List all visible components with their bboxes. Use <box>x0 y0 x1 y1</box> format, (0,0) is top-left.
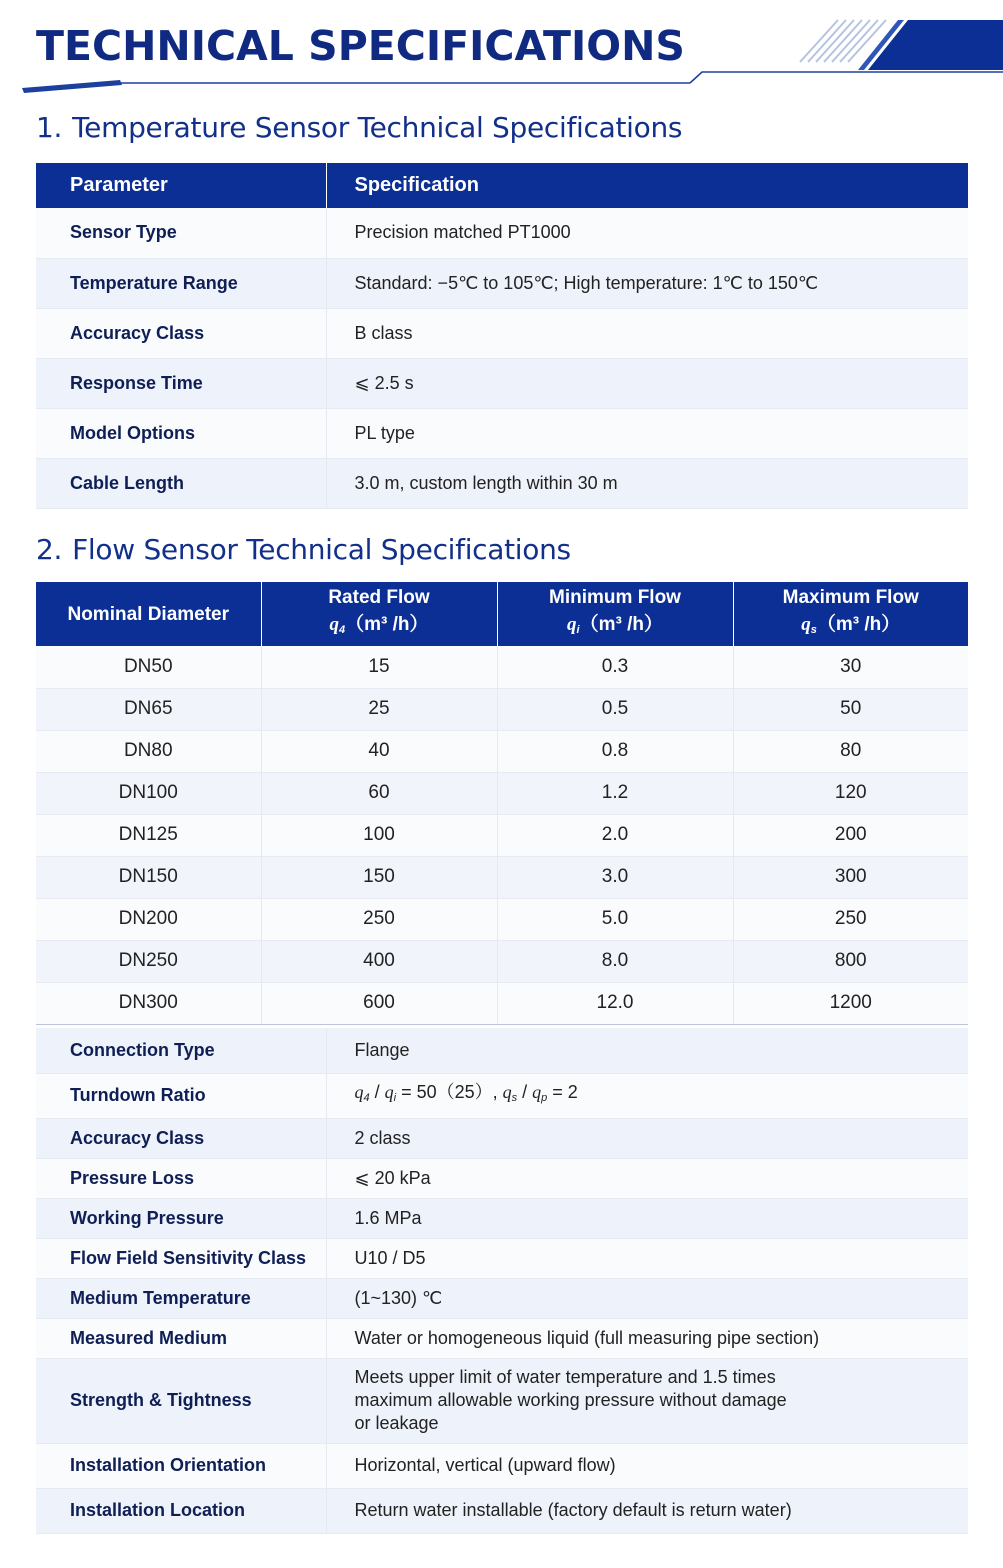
column-header-maximum-flow <box>733 582 968 646</box>
rated-flow-unit-line <box>262 611 497 644</box>
symbol: q <box>801 614 811 635</box>
table-header-row <box>36 582 968 646</box>
minimum-flow-cell: 0.5 <box>497 688 733 730</box>
text-fragment: = 2 <box>547 1082 578 1102</box>
diameter-cell: DN100 <box>36 772 261 814</box>
section-number: 2. <box>36 533 63 566</box>
minimum-flow-cell: 2.0 <box>497 814 733 856</box>
value-cell: 3.0 m, custom length within 30 m <box>326 458 968 508</box>
minimum-flow-cell: 5.0 <box>497 898 733 940</box>
table-row <box>36 1118 968 1158</box>
value-cell: Water or homogeneous liquid (full measuring pipe section) <box>326 1318 968 1358</box>
subscript: s <box>810 624 817 636</box>
table-row <box>36 1488 968 1533</box>
param-cell: Installation Orientation <box>36 1443 326 1488</box>
table-row <box>36 458 968 508</box>
param-cell: Flow Field Sensitivity Class <box>36 1238 326 1278</box>
maximum-flow-unit-line <box>734 611 969 644</box>
table-row <box>36 308 968 358</box>
column-header-nominal-diameter: Nominal Diameter <box>36 582 261 646</box>
minimum-flow-unit-line <box>498 611 733 644</box>
value-cell: Flange <box>326 1028 968 1073</box>
maximum-flow-cell: 200 <box>733 814 968 856</box>
table-row <box>36 1158 968 1198</box>
diameter-cell: DN80 <box>36 730 261 772</box>
value-cell-turndown-ratio <box>326 1073 968 1118</box>
table-row <box>36 1443 968 1488</box>
value-line: Meets upper limit of water temperature and 1.5 times <box>354 1367 776 1387</box>
value-line: or leakage <box>354 1413 439 1433</box>
rated-flow-label: Rated Flow <box>328 587 430 608</box>
diameter-cell: DN125 <box>36 814 261 856</box>
value-cell: (1~130) ℃ <box>326 1278 968 1318</box>
table-row <box>36 814 968 856</box>
maximum-flow-cell: 250 <box>733 898 968 940</box>
header-blue-block <box>868 20 1003 70</box>
diameter-cell: DN65 <box>36 688 261 730</box>
minimum-flow-cell: 0.3 <box>497 646 733 688</box>
symbol: q <box>384 1082 394 1102</box>
subscript: i <box>576 624 580 636</box>
header-underline-step <box>690 72 1003 83</box>
diameter-cell: DN200 <box>36 898 261 940</box>
minimum-flow-cell: 3.0 <box>497 856 733 898</box>
param-cell: Model Options <box>36 408 326 458</box>
maximum-flow-cell: 120 <box>733 772 968 814</box>
param-cell: Cable Length <box>36 458 326 508</box>
diameter-cell: DN250 <box>36 940 261 982</box>
param-cell: Turndown Ratio <box>36 1073 326 1118</box>
column-header-rated-flow <box>261 582 497 646</box>
value-cell: 2 class <box>326 1118 968 1158</box>
table-row <box>36 1073 968 1118</box>
maximum-flow-cell: 800 <box>733 940 968 982</box>
param-cell: Medium Temperature <box>36 1278 326 1318</box>
section-number: 1. <box>36 111 63 144</box>
symbol: q <box>567 614 577 635</box>
value-cell: 1.6 MPa <box>326 1198 968 1238</box>
table-row <box>36 358 968 408</box>
minimum-flow-cell: 0.8 <box>497 730 733 772</box>
text-fragment: / <box>369 1082 385 1102</box>
table-row <box>36 1238 968 1278</box>
value-cell: ⩽ 2.5 s <box>326 358 968 408</box>
unit: （m³ /h） <box>579 614 663 635</box>
param-cell: Accuracy Class <box>36 1118 326 1158</box>
rated-flow-cell: 600 <box>261 982 497 1024</box>
subscript: i <box>393 1092 397 1104</box>
table-row <box>36 772 968 814</box>
maximum-flow-cell: 300 <box>733 856 968 898</box>
table-row <box>36 1278 968 1318</box>
table-row <box>36 898 968 940</box>
value-line: maximum allowable working pressure without damage <box>354 1390 787 1410</box>
symbol: q <box>354 1082 364 1102</box>
table-row <box>36 688 968 730</box>
table-row <box>36 1358 968 1443</box>
table-row <box>36 940 968 982</box>
rated-flow-cell: 400 <box>261 940 497 982</box>
table-row <box>36 730 968 772</box>
table-row <box>36 208 968 258</box>
param-cell: Installation Location <box>36 1488 326 1533</box>
maximum-flow-cell: 50 <box>733 688 968 730</box>
rated-flow-cell: 60 <box>261 772 497 814</box>
section-title: Temperature Sensor Technical Specifications <box>72 111 683 144</box>
subscript: 4 <box>338 624 346 636</box>
minimum-flow-cell: 12.0 <box>497 982 733 1024</box>
rated-flow-cell: 40 <box>261 730 497 772</box>
section-title: Flow Sensor Technical Specifications <box>72 533 571 566</box>
table-row <box>36 258 968 308</box>
maximum-flow-label: Maximum Flow <box>782 587 919 608</box>
maximum-flow-cell: 30 <box>733 646 968 688</box>
value-cell: ⩽ 20 kPa <box>326 1158 968 1198</box>
subscript: 4 <box>363 1092 370 1104</box>
value-cell: Precision matched PT1000 <box>326 208 968 258</box>
param-cell: Temperature Range <box>36 258 326 308</box>
value-cell: U10 / D5 <box>326 1238 968 1278</box>
param-cell: Connection Type <box>36 1028 326 1073</box>
table-row <box>36 1198 968 1238</box>
text-fragment: / <box>517 1082 533 1102</box>
param-cell: Sensor Type <box>36 208 326 258</box>
minimum-flow-cell: 1.2 <box>497 772 733 814</box>
maximum-flow-cell: 80 <box>733 730 968 772</box>
table-row <box>36 982 968 1024</box>
maximum-flow-cell: 1200 <box>733 982 968 1024</box>
column-header-specification: Specification <box>326 163 968 208</box>
unit: （m³ /h） <box>816 614 901 635</box>
value-cell: B class <box>326 308 968 358</box>
param-cell: Response Time <box>36 358 326 408</box>
value-cell: PL type <box>326 408 968 458</box>
section-heading-flow <box>36 533 571 566</box>
param-cell: Strength & Tightness <box>36 1358 326 1443</box>
diameter-cell: DN150 <box>36 856 261 898</box>
column-header-minimum-flow <box>497 582 733 646</box>
value-cell-multiline <box>326 1358 968 1443</box>
unit: （m³ /h） <box>345 614 429 635</box>
temperature-spec-table <box>36 163 968 509</box>
symbol: q <box>329 614 339 635</box>
header-underline-accent <box>22 80 122 93</box>
rated-flow-cell: 100 <box>261 814 497 856</box>
param-cell: Working Pressure <box>36 1198 326 1238</box>
diameter-cell: DN300 <box>36 982 261 1024</box>
minimum-flow-cell: 8.0 <box>497 940 733 982</box>
value-cell: Standard: −5℃ to 105℃; High temperature: 1℃ to 150℃ <box>326 258 968 308</box>
symbol: q <box>532 1082 542 1102</box>
minimum-flow-label: Minimum Flow <box>549 587 681 608</box>
column-header-parameter: Parameter <box>36 163 326 208</box>
value-cell: Horizontal, vertical (upward flow) <box>326 1443 968 1488</box>
flow-spec-table <box>36 1028 968 1534</box>
flow-diameter-table <box>36 582 968 1025</box>
table-row <box>36 408 968 458</box>
table-header-row <box>36 163 968 208</box>
table-row <box>36 1318 968 1358</box>
param-cell: Measured Medium <box>36 1318 326 1358</box>
symbol: q <box>502 1082 512 1102</box>
subscript: p <box>541 1092 548 1104</box>
page-title: TECHNICAL SPECIFICATIONS <box>36 22 685 70</box>
param-cell: Pressure Loss <box>36 1158 326 1198</box>
subscript: s <box>511 1092 518 1104</box>
table-row <box>36 1028 968 1073</box>
section-heading-temperature <box>36 111 682 144</box>
value-cell: Return water installable (factory default is return water) <box>326 1488 968 1533</box>
param-cell: Accuracy Class <box>36 308 326 358</box>
rated-flow-cell: 250 <box>261 898 497 940</box>
rated-flow-cell: 25 <box>261 688 497 730</box>
rated-flow-cell: 15 <box>261 646 497 688</box>
table-row <box>36 646 968 688</box>
diameter-cell: DN50 <box>36 646 261 688</box>
rated-flow-cell: 150 <box>261 856 497 898</box>
table-row <box>36 856 968 898</box>
text-fragment: = 50（25）, <box>396 1082 503 1102</box>
